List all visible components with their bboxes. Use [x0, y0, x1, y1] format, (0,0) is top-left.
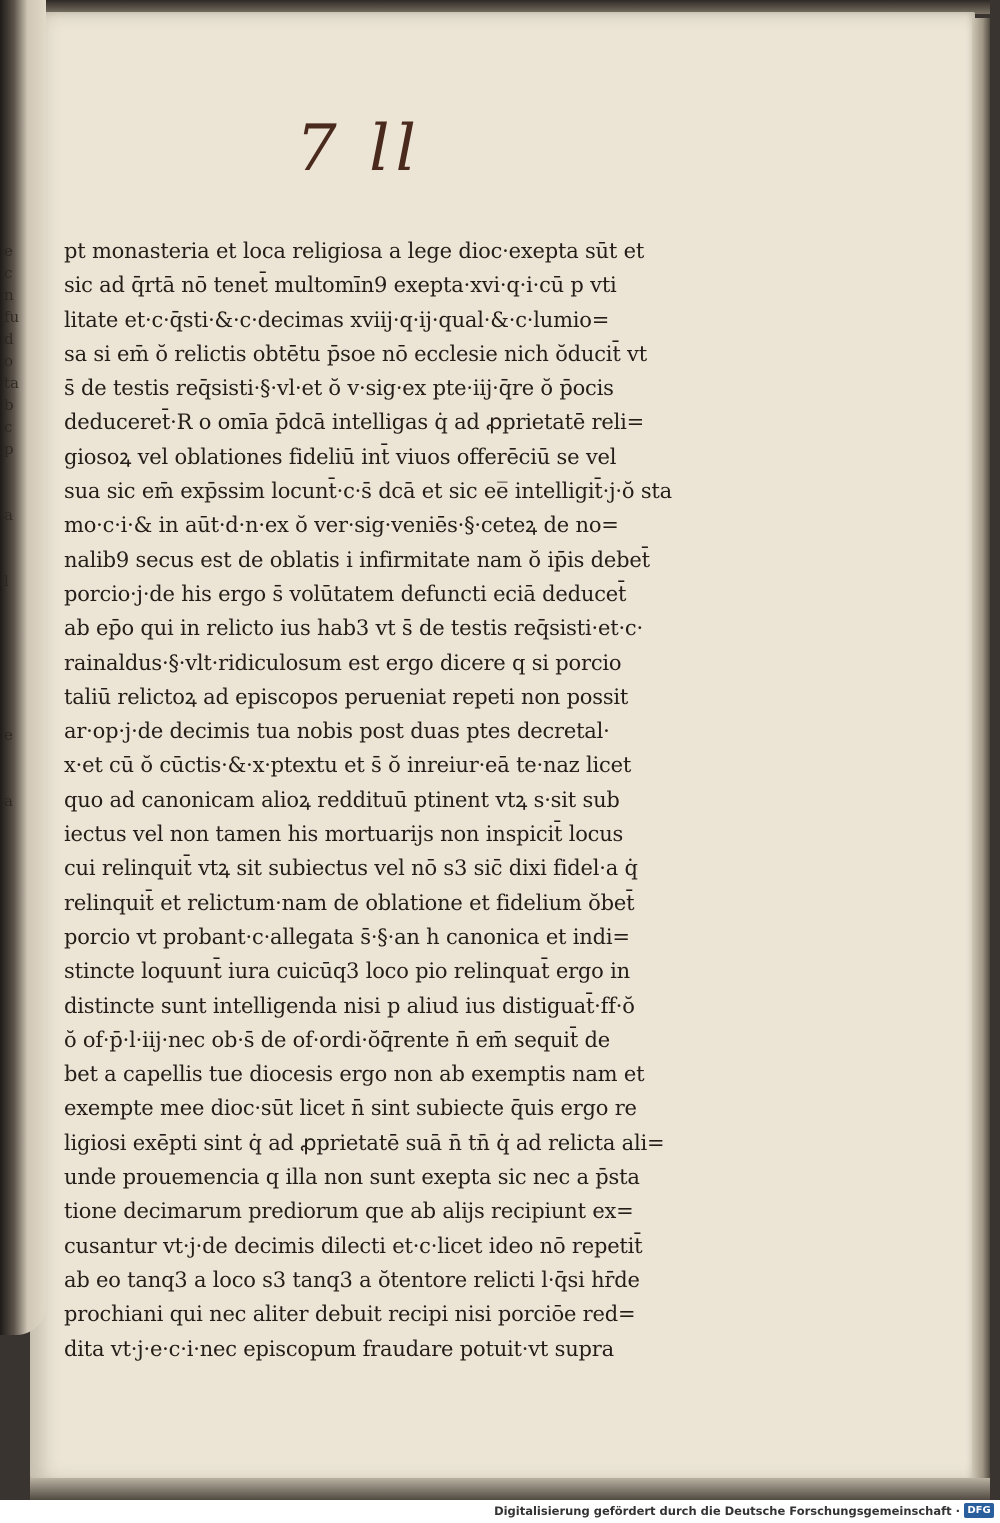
text-line: pt monasteria et loca religiosa a lege dioc·exepta sūt et [64, 239, 645, 263]
text-line: exempte mee dioc·sūt licet n̄ sint subiecte q̄uis ergo re [64, 1096, 637, 1121]
text-line: sua sic em̄ exp̄ssim locunt̄·c·s̄ dcā et sic ee̅ intelligit̄·j·ŏ sta [64, 479, 672, 504]
text-line: dita vt·j·e·c·i·nec episcopum fraudare potuit·vt supra [64, 1336, 614, 1361]
text-line: quo ad canonicam alioꝝ reddituū ptinent vtꝝ s·sit sub [64, 787, 620, 812]
facing-page-edge [0, 0, 46, 1335]
text-line: x·et cū ŏ cūctis·&·x·ptextu et s̄ ŏ inreiur·eā te·naz licet [64, 753, 632, 778]
funding-credit: Digitalisierung gefördert durch die Deutsche Forschungsgemeinschaft · [494, 1504, 960, 1518]
page-fore-edge [972, 18, 990, 1480]
text-column [64, 234, 672, 1366]
handwritten-folio-number: 7 ll [296, 112, 422, 186]
text-line: s̄ de testis req̄sisti·§·vl·et ŏ v·sig·ex pte·iij·q̄re ŏ p̄ocis [64, 376, 614, 401]
text-line: tione decimarum prediorum que ab alijs recipiunt ex= [64, 1199, 634, 1224]
text-line: ab ep̄o qui in relicto ius hab3 vt s̄ de testis req̄sisti·et·c· [64, 616, 643, 641]
text-line: prochiani qui nec aliter debuit recipi nisi porciōe red= [64, 1302, 636, 1327]
text-line: bet a capellis tue diocesis ergo non ab exemptis nam et [64, 1062, 645, 1087]
text-line: giosoꝝ vel oblationes fideliū int̄ viuos offerēciū se vel [64, 444, 617, 469]
facing-page-text: e c n fu d o ta b c p a l e a [4, 242, 20, 810]
text-line: unde prouemencia q illa non sunt exepta sic nec a p̄sta [64, 1165, 640, 1190]
text-line: stincte loquunt̄ iura cuicūq3 loco pio relinquat̄ ergo in [64, 959, 630, 984]
text-line: ligiosi exēpti sint q̇ ad ꝓprietatē suā n̄ tn̄ q̇ ad relicta ali= [64, 1130, 665, 1155]
text-line: porcio·j·de his ergo s̄ volūtatem defuncti eciā deducet̄ [64, 581, 627, 606]
text-line: nalib9 secus est de oblatis i infirmitate nam ŏ ip̄is debet̄ [64, 547, 650, 572]
text-line: taliū relictoꝝ ad episcopos perueniat repeti non possit [64, 684, 629, 709]
text-line: ab eo tanq3 a loco s3 tanq3 a ŏtentore relicti l·q̄si hr̄de [64, 1267, 640, 1292]
text-line: ar·op·j·de decimis tua nobis post duas ptes decretal· [64, 719, 610, 744]
dfg-logo: DFG [964, 1503, 994, 1518]
text-line: iectus vel non tamen his mortuarijs non inspicit̄ locus [64, 822, 624, 847]
text-line: rainaldus·§·vlt·ridiculosum est ergo dicere q si porcio [64, 650, 622, 675]
text-line: mo·c·i·& in aūt·d·n·ex ŏ ver·sig·veniēs·§·ceteꝝ de no= [64, 513, 619, 538]
text-line: deduceret̄·R o omīa p̄dcā intelligas q̇ ad ꝓprietatē reli= [64, 410, 645, 435]
text-line: litate et·c·q̄sti·&·c·decimas xviij·q·ij·qual·&·c·lumio= [64, 307, 610, 332]
text-line: sa si em̄ ŏ relictis obtētu p̄soe nō ecclesie nich ŏducit̄ vt [64, 341, 647, 366]
text-line: cusantur vt·j·de decimis dilecti et·c·licet ideo nō repetit̄ [64, 1233, 643, 1258]
text-line: distincte sunt intelligenda nisi p aliud ius distiguat̄·ff·ŏ [64, 993, 635, 1018]
text-line: cui relinquit̄ vtꝝ sit subiectus vel nō s3 sic̄ dixi fidel·a q̇ [64, 856, 638, 881]
page-bottom-edge [30, 1478, 990, 1500]
text-line: porcio vt probant·c·allegata s̄·§·an h canonica et indi= [64, 924, 630, 949]
text-line: sic ad q̄rtā nō tenet̄ multomīn9 exepta·xvi·q·i·cū p vti [64, 273, 617, 298]
text-line: relinquit̄ et relictum·nam de oblatione et fidelium ŏbet̄ [64, 890, 635, 915]
text-line: ŏ of·p̄·l·iij·nec ob·s̄ de of·ordi·ŏq̄rente n̄ em̄ sequit̄ de [64, 1027, 611, 1052]
